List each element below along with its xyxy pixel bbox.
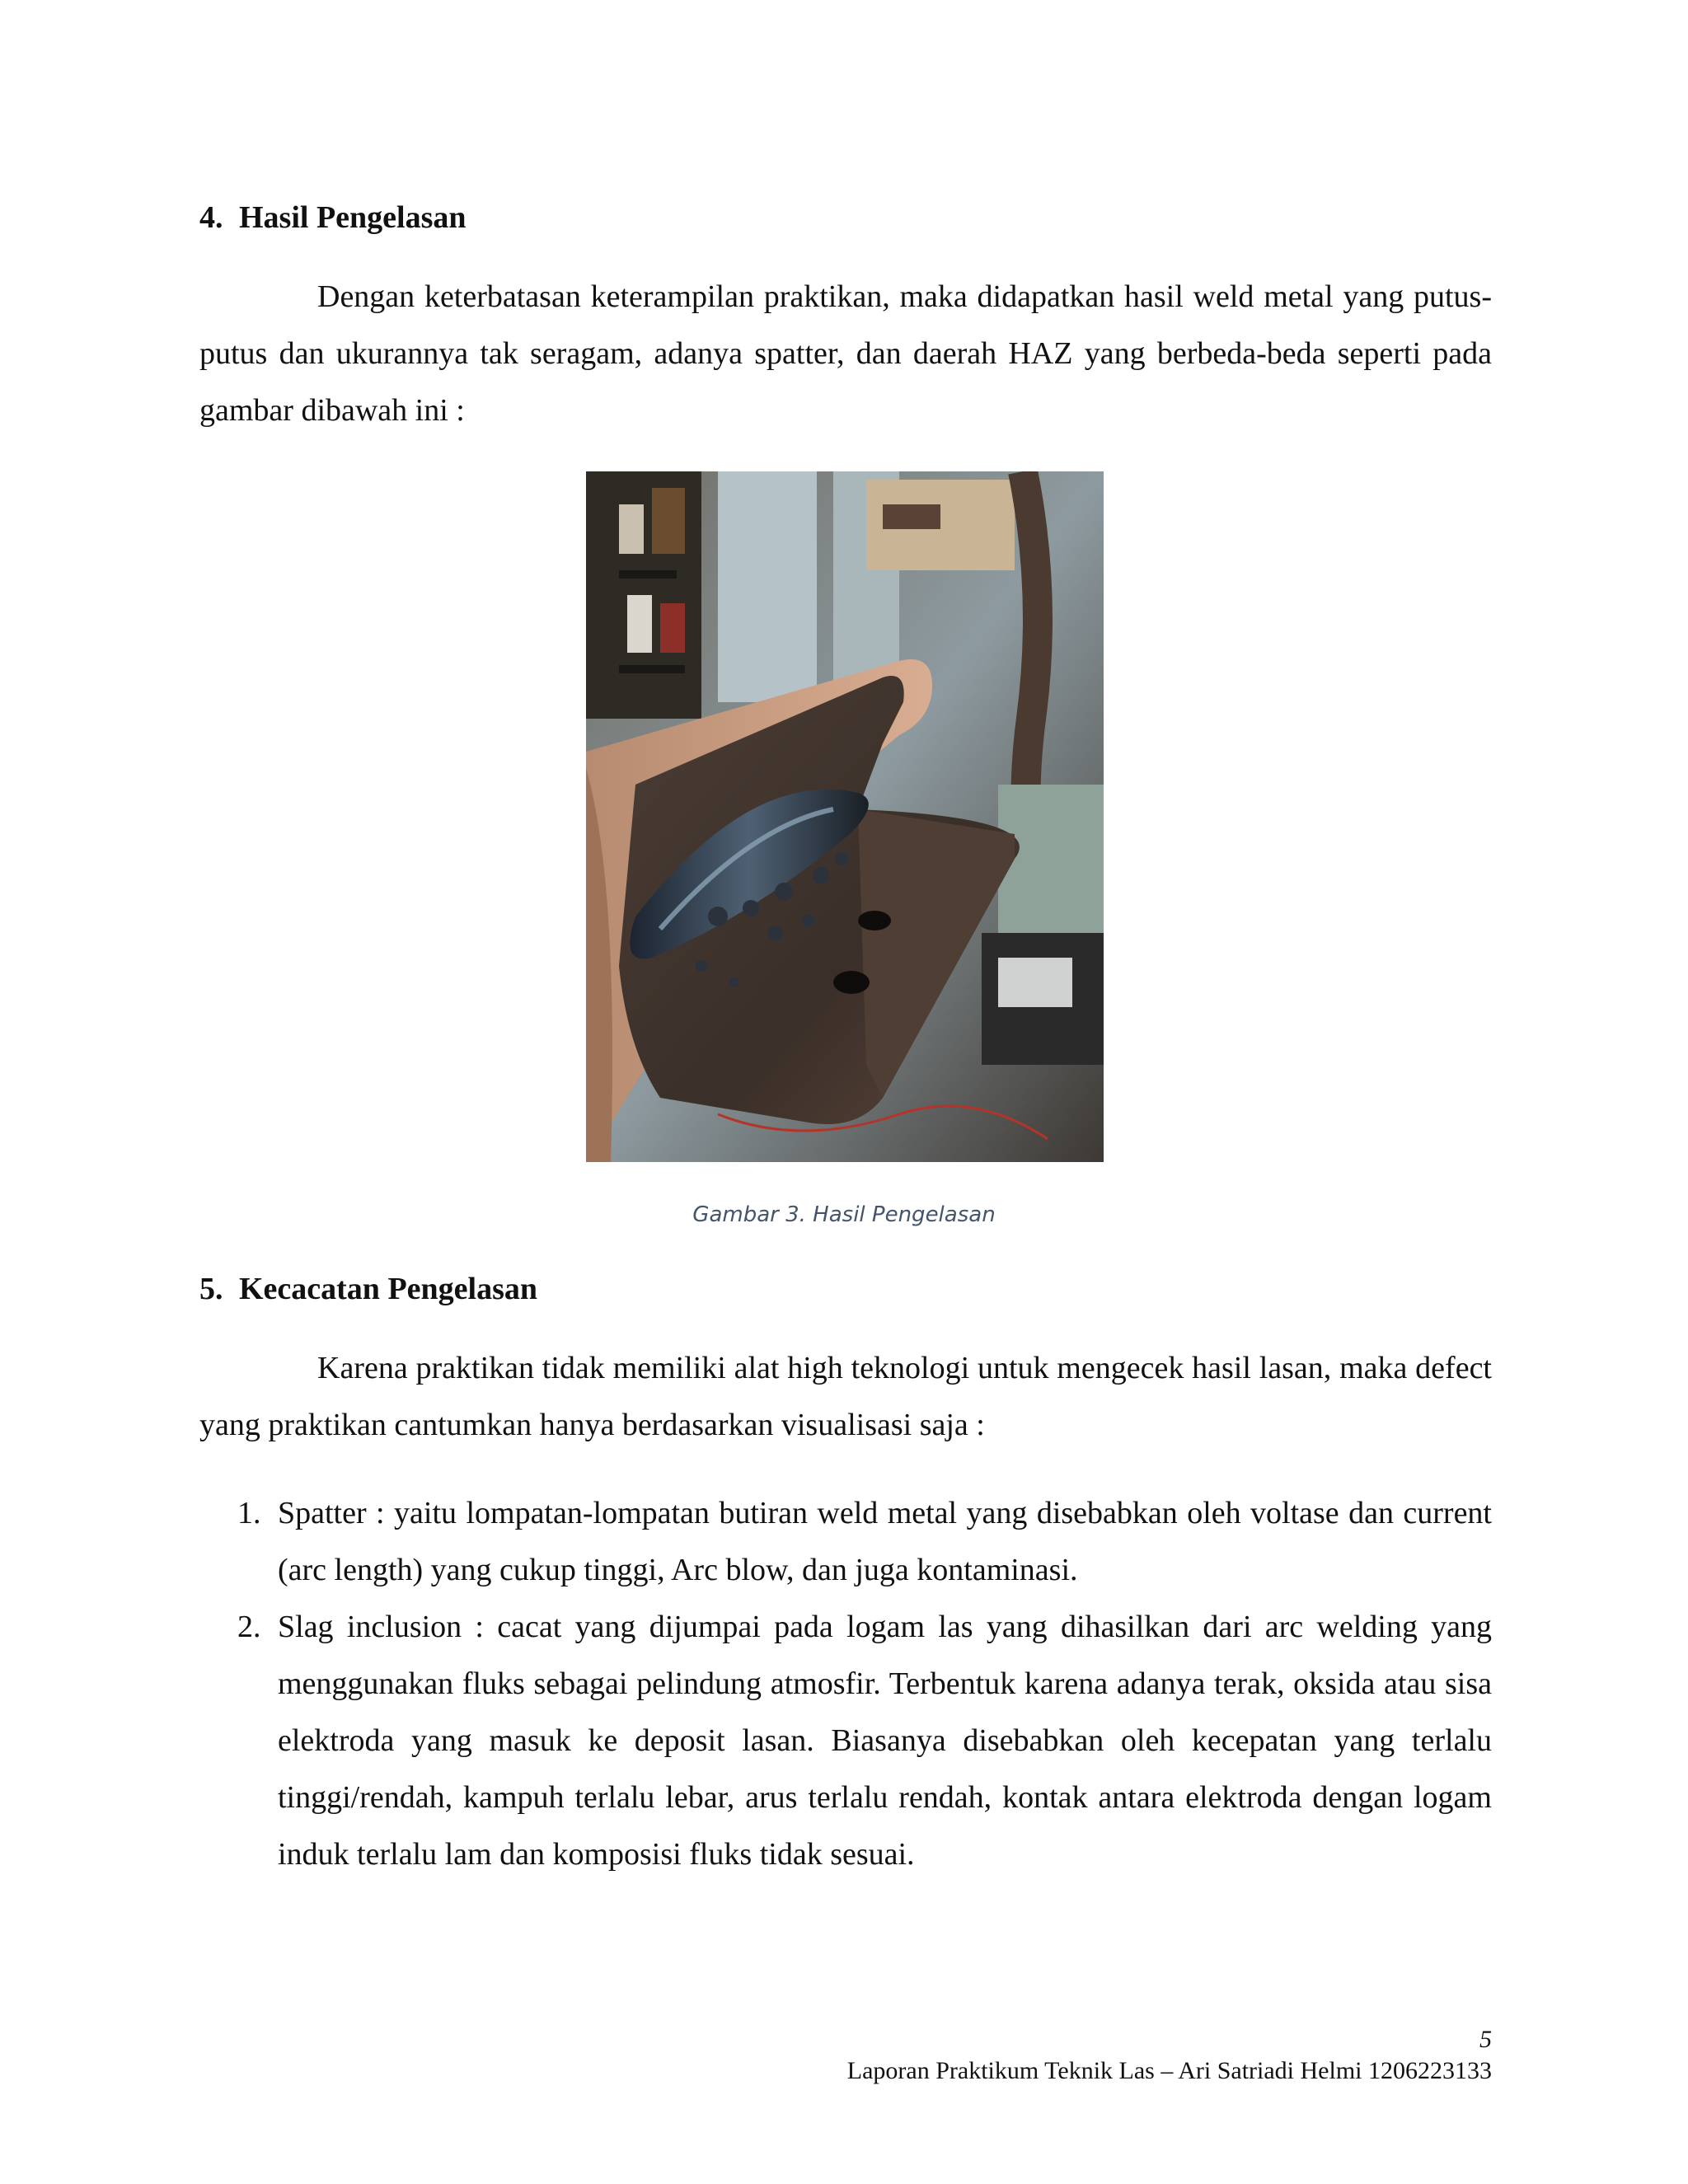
list-item — [199, 1485, 1492, 1599]
section-number: 5. — [199, 1272, 223, 1306]
section-heading-hasil-pengelasan — [199, 198, 467, 237]
list-item-text: Spatter : yaitu lompatan-lompatan butiran weld metal yang disebabkan oleh voltase dan current (arc length) yang cukup tinggi, Arc blow, dan juga kontaminasi. — [278, 1496, 1492, 1587]
section-heading-kecacatan-pengelasan — [199, 1269, 537, 1309]
figure-caption: Gambar 3. Hasil Pengelasan — [692, 1202, 996, 1227]
list-marker: 2. — [237, 1610, 261, 1644]
photo-illustration — [586, 471, 1104, 1162]
footer-text: Laporan Praktikum Teknik Las – Ari Satriadi Helmi 1206223133 — [846, 2057, 1492, 2084]
section-title: Hasil Pengelasan — [239, 200, 467, 235]
paragraph-kecacatan-pengelasan: Karena praktikan tidak memiliki alat high teknologi untuk mengecek hasil lasan, maka defect yang praktikan cantumkan hanya berdasarkan visualisasi saja : — [199, 1351, 1492, 1442]
defect-list — [199, 1485, 1492, 1883]
page-number: 5 — [1479, 2026, 1492, 2053]
welding-result-photo — [586, 471, 1104, 1162]
section-title: Kecacatan Pengelasan — [239, 1272, 538, 1306]
list-item-text: Slag inclusion : cacat yang dijumpai pada logam las yang dihasilkan dari arc welding yang menggunakan fluks sebagai pelindung atmosfir. Terbentuk karena adanya terak, oksida atau sisa elektroda yang masuk ke deposit lasan. Biasanya disebabkan oleh kecepatan yang terlalu tinggi/rendah, kampuh terlalu lebar, arus terlalu rendah, kontak antara elektroda dengan logam induk terlalu lam dan komposisi fluks tidak sesuai. — [278, 1610, 1492, 1872]
list-marker: 1. — [237, 1496, 261, 1530]
list-item — [199, 1599, 1492, 1883]
section-number: 4. — [199, 200, 223, 235]
paragraph-hasil-pengelasan: Dengan keterbatasan keterampilan praktikan, maka didapatkan hasil weld metal yang putus-putus dan ukurannya tak seragam, adanya spatter, dan daerah HAZ yang berbeda-beda seperti pada gambar dibawah ini : — [199, 279, 1492, 428]
